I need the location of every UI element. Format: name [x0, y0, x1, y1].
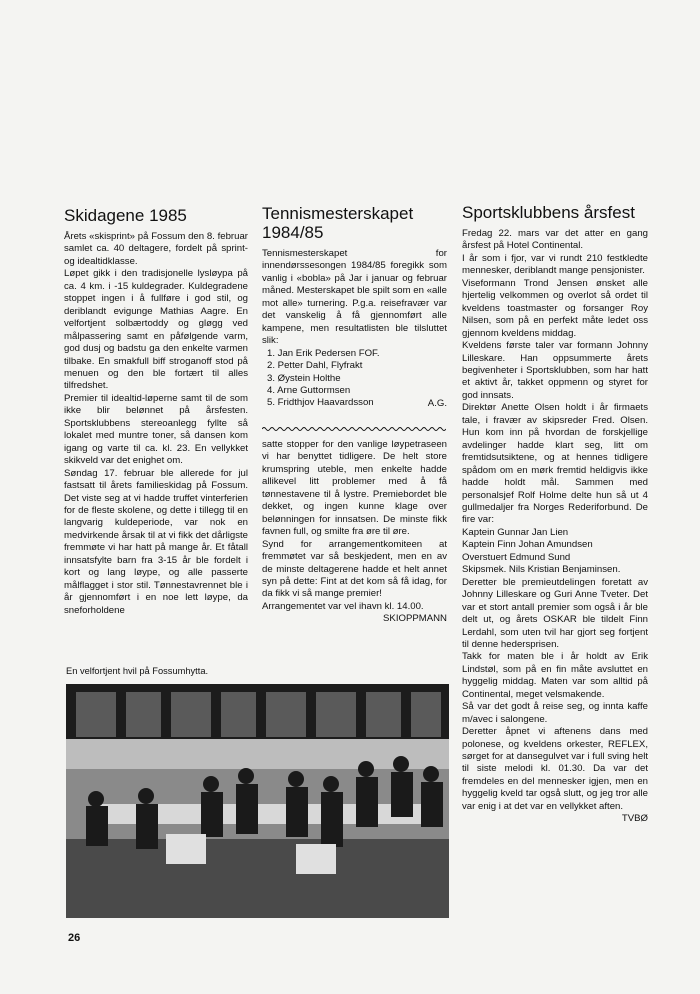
paragraph: Løpet gikk i den tradisjonelle lysløypa på ca. 4 km. i -15 kuldegrader. Kuldegradene stoppet ingen i å fullføre i god stil, og deriblandt evigunge Mathias Aagre. En velfortjent solbærtoddy og gløgg ved målpassering samt en påfølgende varm, god dusj og badstu ga den enkelte varmen tilbake. En smakfull biff stroganoff stod på menuen og den ble fortært til alles tilfredshet.	[64, 268, 248, 392]
article-tennis	[262, 204, 447, 410]
photo-caption: En velfortjent hvil på Fossumhytta.	[66, 666, 209, 676]
paragraph: Søndag 17. februar ble allerede for jul fastsatt til årets familieskidag på Fossum. Det viste seg at vi hadde truffet vinterferien for de fleste skolene, og dette i tillegg til en langvarig kuldeperiode, var nok en medvirkende årsak til at vi fikk det dårligste fremmøte vi har hatt på mange år. Et fåtall innsatsfylte barn fra 3-15 år ble fordelt i kort og lang løype, og alle passerte målflagget i stor stil. Tønnestavrennet ble i år gjennomført i en noe lett løype, da sneforholdene	[64, 467, 248, 616]
article-continuation	[262, 439, 447, 626]
paragraph: satte stopper for den vanlige løypetraseen vi har benyttet tidligere. De helt store krumspring uteble, men enkelte hadde allikevel litt problemer med å få tønnestavene til å lystre. Premiebordet ble dekket, og ingen kunne klage over belønningen for innsatsen. De minste fikk favnen full, og smilte fra øre til øre.	[262, 439, 447, 538]
medalist-list	[462, 527, 648, 577]
paragraph: Viseformann Trond Jensen ønsket alle hjertelig velkommen og overlot så ordet til kveldens toastmaster og forsanger Roy Nilsen, som på en perfekt måte ledet oss gjennom kveldens middag.	[462, 277, 648, 339]
signature: SKIOPPMANN	[383, 613, 447, 625]
list-item: Skipsmek. Nils Kristian Benjaminsen.	[462, 564, 621, 576]
list-item: 5. Fridthjov Haavardsson	[267, 397, 374, 409]
list-item: 4. Arne Guttormsen	[267, 384, 351, 396]
wavy-divider	[262, 426, 446, 432]
article-title: Tennismesterskapet 1984/85	[262, 204, 414, 242]
paragraph: Direktør Anette Olsen holdt i år firmaets tale, i fravær av skipsreder Fred. Olsen. Hun kom inn på hvordan de forskjellige avdelinger hadde klart seg, litt om fremtidsutsiktene, og at hennes tidligere spådom om en mørk fremtid heldigvis ikke hadde holdt mål. Sammen med personalsjef Rolf Holme delte hun så ut 4 gullmedaljer fra Norges Rederiforbund. De fire var:	[462, 402, 648, 526]
paragraph: Så var det godt å reise seg, og innta kaffe m/avec i salongene.	[462, 701, 648, 725]
list-item: 2. Petter Dahl, Flyfrakt	[267, 360, 363, 372]
article-skidagene	[64, 206, 248, 617]
list-item: Kaptein Gunnar Jan Lien	[462, 526, 569, 538]
article-title: Skidagene 1985	[64, 206, 187, 225]
paragraph: Synd for arrangementkomiteen at fremmøtet var så beskjedent, men en av de minste deltagerene hadde et helt annet syn på dette: Fint at det kom så få idag, for da fikk vi så mange premier!	[262, 538, 447, 600]
page-number: 26	[68, 932, 81, 944]
list-item: Overstuert Edmund Sund	[462, 551, 571, 563]
paragraph: Arrangementet var vel ihavn kl. 14.00.	[262, 600, 424, 612]
paragraph: Årets «skisprint» på Fossum den 8. februar samlet ca. 40 deltagere, fordelt på sprint- og idealtidklasse.	[64, 231, 248, 267]
photo-illustration	[66, 684, 449, 918]
paragraph: Premier til idealtid-løperne samt til de som ikke blir belønnet på årsfesten. Sportsklubbens stereoanlegg fyllte så lokalet med muntre toner, så dansen kom igang og varte til ca. kl. 23. En vellykket skikveld var det enighet om.	[64, 392, 248, 467]
paragraph: Tennismesterskapet for innendørssesongen 1984/85 foregikk som vanlig i «bobla» på Jar i januar og februar måned. Mesterskapet ble spilt som en «alle mot alle» turnering. P.g.a. reisefravær var det vanskelig å få gjennomført alle kampene, men resultatlisten ble tilsluttet slik:	[262, 248, 447, 347]
signature: TVBØ	[621, 813, 648, 825]
paragraph: Deretter ble premieutdelingen foretatt av Johnny Lilleskare og Guri Anne Tveter. Det var et stort antall premier som også i år ble delt ut, og årets OSKAR ble tildelt Finn Lerdahl, som uten tvil har gjort seg fortjent til denne hedersprisen.	[462, 576, 648, 650]
paragraph: Kveldens første taler var formann Johnny Lilleskare. Han oppsummerte årets begivenheter i Sportsklubben, som har hatt et aktivt år, takket oppmenn og styret for god innsats.	[462, 340, 648, 401]
article-title: Sportsklubbens årsfest	[462, 203, 635, 222]
list-item: 1. Jan Erik Pedersen FOF.	[267, 347, 380, 359]
signature: A.G.	[427, 397, 447, 409]
paragraph: Fredag 22. mars var det atter en gang årsfest på Hotel Continental.	[462, 228, 648, 252]
list-item: Kaptein Finn Johan Amundsen	[462, 539, 593, 551]
photo-fossumhytta	[66, 684, 449, 918]
article-arsfest	[462, 203, 648, 826]
paragraph: Deretter åpnet vi aftenens dans med polonese, og kveldens orkester, REFLEX, sørget for at dansegulvet var i full sving helt til siste melodi kl. 01.30. Da var det fremdeles en del mennesker igjen, men en hyggelig kveld tar også slutt, og jeg tror alle var enig i at det var en vellykket aften.	[462, 726, 648, 812]
paragraph: Takk for maten ble i år holdt av Erik Lindstøl, som på en fin måte avsluttet en hyggelig middag. Maten var som alltid på Continental, meget velsmakende.	[462, 651, 648, 700]
paragraph: I år som i fjor, var vi rundt 210 festkledte mennesker, deriblandt mange pensjonister.	[462, 252, 648, 277]
list-item: 3. Øystein Holthe	[267, 372, 341, 384]
